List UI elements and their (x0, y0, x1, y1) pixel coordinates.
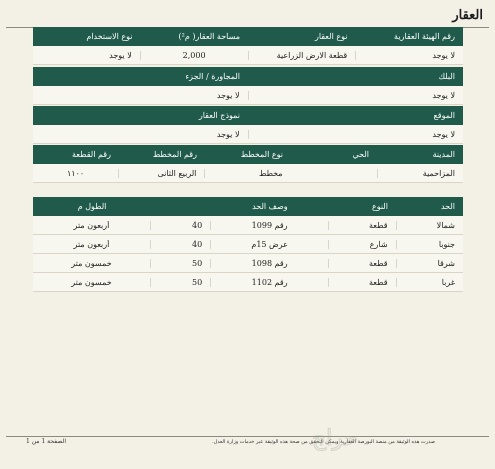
table-row (33, 235, 463, 254)
boundary-description: رقم 1102 (210, 278, 328, 287)
header-cell: رقم القطعة (72, 150, 111, 159)
boundary-type: قطعة (328, 221, 395, 230)
boundary-description: عرض 15م (210, 240, 328, 249)
boundary-length-number: 40 (150, 240, 210, 249)
block-table (33, 67, 463, 105)
address-header-row (33, 145, 463, 164)
block-header-row (33, 67, 463, 86)
boundary-length-words: خمسون متر (71, 258, 112, 268)
header-cell: مساحة العقار( م²) (178, 32, 240, 41)
boundary-direction: شمالا (396, 221, 463, 230)
header-cell: المجاورة / الجزء (185, 72, 240, 81)
header-cell: البلك (438, 72, 455, 81)
watermark-logo (275, 423, 395, 451)
boundary-description: رقم 1099 (210, 221, 328, 230)
property-table (33, 27, 463, 65)
header-cell: رقم الهيئة العقارية (394, 32, 455, 41)
value-cell: قطعة الارض الزراعية (248, 51, 356, 60)
boundary-length-words: أربعون متر (73, 220, 110, 230)
block-value-row (33, 86, 463, 105)
header-cell: المدينة (432, 150, 455, 159)
table-row (33, 254, 463, 273)
boundary-direction: جنوبا (396, 240, 463, 249)
header-cell: نوع العقار (314, 32, 348, 41)
boundary-direction: غربا (396, 278, 463, 287)
header-cell: الحد (440, 202, 455, 211)
boundary-length-number: 40 (150, 221, 210, 230)
header-cell: نوع المخطط (240, 150, 283, 159)
header-cell: نوع الاستخدام (86, 32, 133, 41)
header-cell: رقم المخطط (152, 150, 197, 159)
location-table (33, 106, 463, 144)
header-cell: الطول م (77, 202, 107, 211)
location-value-row (33, 125, 463, 144)
boundary-description: رقم 1098 (210, 259, 328, 268)
header-cell: الموقع (433, 111, 455, 120)
boundary-length-number: 50 (150, 278, 210, 287)
watermark-text: حراج (311, 426, 359, 451)
boundary-length-words: أربعون متر (73, 239, 110, 249)
boundaries-header-row (33, 197, 463, 216)
boundary-direction: شرقا (396, 259, 463, 268)
header-cell: نموذج العقار (198, 111, 240, 120)
value-cell: لا يوجد (248, 91, 464, 100)
page-title: العقار (452, 8, 483, 23)
location-header-row (33, 106, 463, 125)
value-cell: لا يوجد (216, 90, 240, 100)
boundary-length-number: 50 (150, 259, 210, 268)
table-row (33, 216, 463, 235)
value-cell: لا يوجد (248, 130, 464, 139)
property-value-row (33, 46, 463, 65)
value-cell: لا يوجد (355, 51, 463, 60)
value-cell: 2,000 (140, 51, 248, 60)
property-header-row (33, 27, 463, 46)
footer-divider (6, 436, 489, 437)
value-cell: الربيع الثانى (118, 169, 204, 178)
header-cell: الحي (352, 150, 369, 159)
boundary-length-words: خمسون متر (71, 277, 112, 287)
value-cell: لا يوجد (216, 129, 240, 139)
header-cell: النوع (371, 202, 388, 211)
table-row (33, 273, 463, 292)
address-value-row (33, 164, 463, 183)
value-cell: مخطط (204, 169, 290, 178)
value-cell: لا يوجد (109, 50, 132, 60)
footer-disclaimer: صدرت هذه الوثيقة من منصة البورصة العقارية ويمكن التحقق من صحة هذه الوثيقة عبر خدمات وزارة العدل. (212, 439, 435, 445)
page-number: الصفحة 1 من 1 (26, 438, 66, 445)
boundary-type: قطعة (328, 278, 395, 287)
value-cell: المزاحمية (377, 169, 463, 178)
boundary-type: شارع (328, 240, 395, 249)
header-cell: وصف الحد (252, 202, 288, 211)
address-table (33, 145, 463, 183)
boundary-type: قطعة (328, 259, 395, 268)
boundaries-table (33, 197, 463, 292)
value-cell: ١١٠٠ (66, 168, 85, 178)
